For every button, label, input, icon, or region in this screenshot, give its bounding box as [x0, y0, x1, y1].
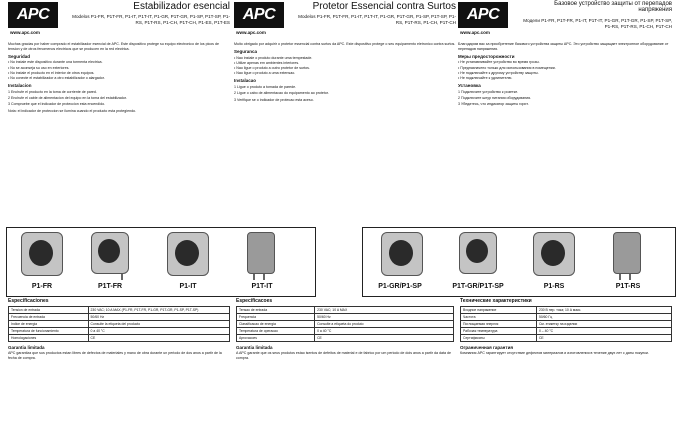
product-label: P1-GR/P1-SP [378, 283, 422, 290]
spanish-models: Modelos P1-FR, P1T-FR, P1-IT, P1T-IT, P1-GR, P1T-GR, P1-SP, P1T-SP, P1-RS, P1T-RS, P1-CH, P1T-CH, P1-ES, P1T-ES [72, 14, 230, 25]
russian-models: Модели P1-FR, P1T-FR, P1-IT, P1T-IT, P1-GR, P1T-GR, P1-SP, P1T-SP, P1-RS, P1T-RS, P1-CH, P1T-CH [523, 18, 672, 29]
portuguese-safety-item: • Nao ligue o produto a outro protetor de surtos. [234, 66, 310, 71]
product-label: P1-FR [31, 283, 53, 290]
product-label: P1T-IT [251, 283, 273, 290]
table-row: Tensao de entrada 230 VAC; 10 A MAX [237, 307, 454, 314]
russian-column [458, 0, 672, 109]
table-row: Indice de energia Consulte la etiqueta del producto [9, 321, 230, 328]
spec-table [236, 306, 454, 342]
product-gallery-right [362, 227, 676, 297]
russian-header [458, 0, 672, 42]
product-gallery-left [6, 227, 316, 297]
russian-install-step: 2 Подключите шнур питания оборудования. [458, 96, 532, 101]
spanish-safety-item: • No instale este dispositivo durante una tormenta electrica. [8, 60, 103, 65]
spanish-column [8, 0, 230, 116]
portuguese-install-heading: Instalacao [234, 78, 257, 84]
spanish-safety-item: • No instale el producto en el interior de otros equipos. [8, 70, 95, 75]
table-row: Frecuencia de entrada 50/60 Hz [9, 314, 230, 321]
product-label: P1-RS [543, 283, 565, 290]
portuguese-install-step: 2 Ligue o cabo de alimentacao do equipamento ao protetor. [234, 91, 329, 96]
spec-heading: Especificaciones [8, 298, 49, 304]
spanish-safety-item: • No se aconseja su uso en exteriores. [8, 65, 70, 70]
warranty-text: Компания APC гарантирует отсутствие дефектов материалов и изготовления в течение двух лет с даты покупки. [460, 351, 649, 355]
product-label: P1T-FR [97, 283, 123, 290]
warranty-text: APC garantiza que sus productos estan libres de defectos de materiales y mano de obra durante un periodo de dos anos a partir de la fecha de compra. [8, 351, 222, 360]
spanish-safety-item: • No conecte el estabilizador a otro estabilizador o alargador. [8, 76, 105, 81]
spanish-note: Nota: el indicador de proteccion se ilumina cuando el producto esta protegiendo. [8, 108, 137, 113]
russian-install-heading: Установка [458, 83, 481, 89]
brand-url: www.apc.com [460, 30, 490, 35]
product-label: P1T-GR/P1T-SP [452, 283, 504, 290]
table-row: Входное напряжение 230 В пер. тока; 10 А макс. [461, 307, 672, 314]
portuguese-install-step: 1 Ligue o produto a tomada de parede. [234, 85, 297, 90]
apc-logo: APC [8, 2, 58, 28]
russian-safety-item: • Предназначено только для использования в помещении. [458, 65, 556, 70]
table-row: Temperatura de operacao 0 a 40 °C [237, 328, 454, 335]
spanish-title: Estabilizador esencial [133, 1, 230, 12]
warranty-heading: Garantia limitada [8, 345, 45, 350]
spec-heading: Технические характеристики [460, 298, 532, 304]
portuguese-safety-item: • Utilize apenas em ambientes interiores. [234, 60, 300, 65]
spanish-install-step: 1 Enchufe el producto en la toma de corriente de pared. [8, 89, 97, 94]
portuguese-install-step: 3 Verifique se o indicador de protecao esta aceso. [234, 97, 314, 102]
product-label: P1T-RS [615, 283, 641, 290]
table-row: Tension de entrada 230 VAC; 10 A MAX (P1-FR, P1T-FR, P1-GR, P1T-GR, P1-SP, P1T-SP) [9, 307, 230, 314]
spec-section-pt [236, 298, 454, 361]
warranty-text: A APC garante que os seus produtos estao isentos de defeitos de material e de fabrico por um periodo de dois anos a partir da data de compra. [236, 351, 451, 360]
spec-section-ru [460, 298, 672, 356]
product-label: P1-IT [179, 283, 197, 290]
spanish-install-step: 3 Compruebe que el indicador de proteccion esta encendido. [8, 102, 106, 107]
table-row: Рабочая температура 0 – 40 °C [461, 328, 672, 335]
warranty-heading: Ограниченная гарантия [460, 345, 513, 350]
table-row: Частота 50/60 Гц [461, 314, 672, 321]
russian-safety-item: • Не подключайте к удлинителю. [458, 76, 513, 81]
table-row: Homologaciones CE [9, 335, 230, 342]
table-row: Aprovacoes CE [237, 335, 454, 342]
spanish-body [8, 42, 230, 114]
portuguese-column [234, 0, 456, 104]
spanish-intro: Muchas gracias por haber comprado el estabilizador esencial de APC. Este dispositivo protege su equipo electronico de los picos de tension y de otros fenomenos electricos que se producen en la red electrica. [8, 42, 219, 51]
spanish-safety-heading: Seguridad [8, 53, 31, 59]
table-row: Сертификаты CE [461, 335, 672, 342]
spec-table [8, 306, 230, 342]
warranty-heading: Garantia limitada [236, 345, 273, 350]
portuguese-safety-item: • Nao instale o produto durante uma tempestade. [234, 55, 313, 60]
russian-body [458, 42, 672, 107]
portuguese-safety-item: • Nao ligue o produto a uma extensao. [234, 71, 296, 76]
table-row: Frequencia 50/60 Hz [237, 314, 454, 321]
russian-install-step: 1 Подключите устройство к розетке. [458, 89, 519, 94]
apc-logo: APC [458, 2, 508, 28]
spec-section-es [8, 298, 230, 361]
spanish-install-heading: Instalacion [8, 83, 32, 89]
portuguese-header [234, 0, 456, 42]
portuguese-safety-heading: Seguranca [234, 48, 258, 54]
portuguese-intro: Muito obrigado por adquirir o protetor essencial contra surtos da APC. Este dispositivo protege o seu equipamento eletronico contra surtos. [234, 42, 456, 46]
table-row: Temperatura de funcionamiento 0 a 40 °C [9, 328, 230, 335]
spec-heading: Especificacoes [236, 298, 273, 304]
apc-logo: APC [234, 2, 284, 28]
portuguese-title: Protetor Essencial contra Surtos [312, 1, 456, 12]
russian-install-step: 3 Убедитесь, что индикатор защиты горит. [458, 102, 529, 107]
table-row: Classificacao de energia Consulte a etiqueta do produto [237, 321, 454, 328]
spanish-header [8, 0, 230, 42]
brand-url: www.apc.com [236, 30, 266, 35]
russian-safety-heading: Меры предосторожности [458, 53, 515, 59]
russian-intro: Благодарим вас за приобретение базового устройства защиты APC. Это устройство защищает электронное оборудование от перепадов напряжения. [458, 42, 669, 51]
spanish-install-step: 2 Enchufe el cable de alimentacion del equipo en la toma del estabilizador. [8, 96, 127, 101]
russian-title: Базовое устройство защиты от перепадов напряжения [554, 1, 672, 13]
portuguese-models: Modelos P1-FR, P1T-FR, P1-IT, P1T-IT, P1-GR, P1T-GR, P1-SP, P1T-SP, P1-RS, P1T-RS, P1-CH, P1T-CH [298, 14, 456, 25]
brand-url: www.apc.com [10, 30, 40, 35]
russian-safety-item: • Не устанавливайте устройство во время грозы. [458, 60, 540, 65]
russian-safety-item: • Не подключайте к другому устройству защиты. [458, 70, 539, 75]
spec-table [460, 306, 672, 342]
table-row: Поглощаемая энергия См. этикетку на изделии [461, 321, 672, 328]
portuguese-body [234, 42, 456, 102]
